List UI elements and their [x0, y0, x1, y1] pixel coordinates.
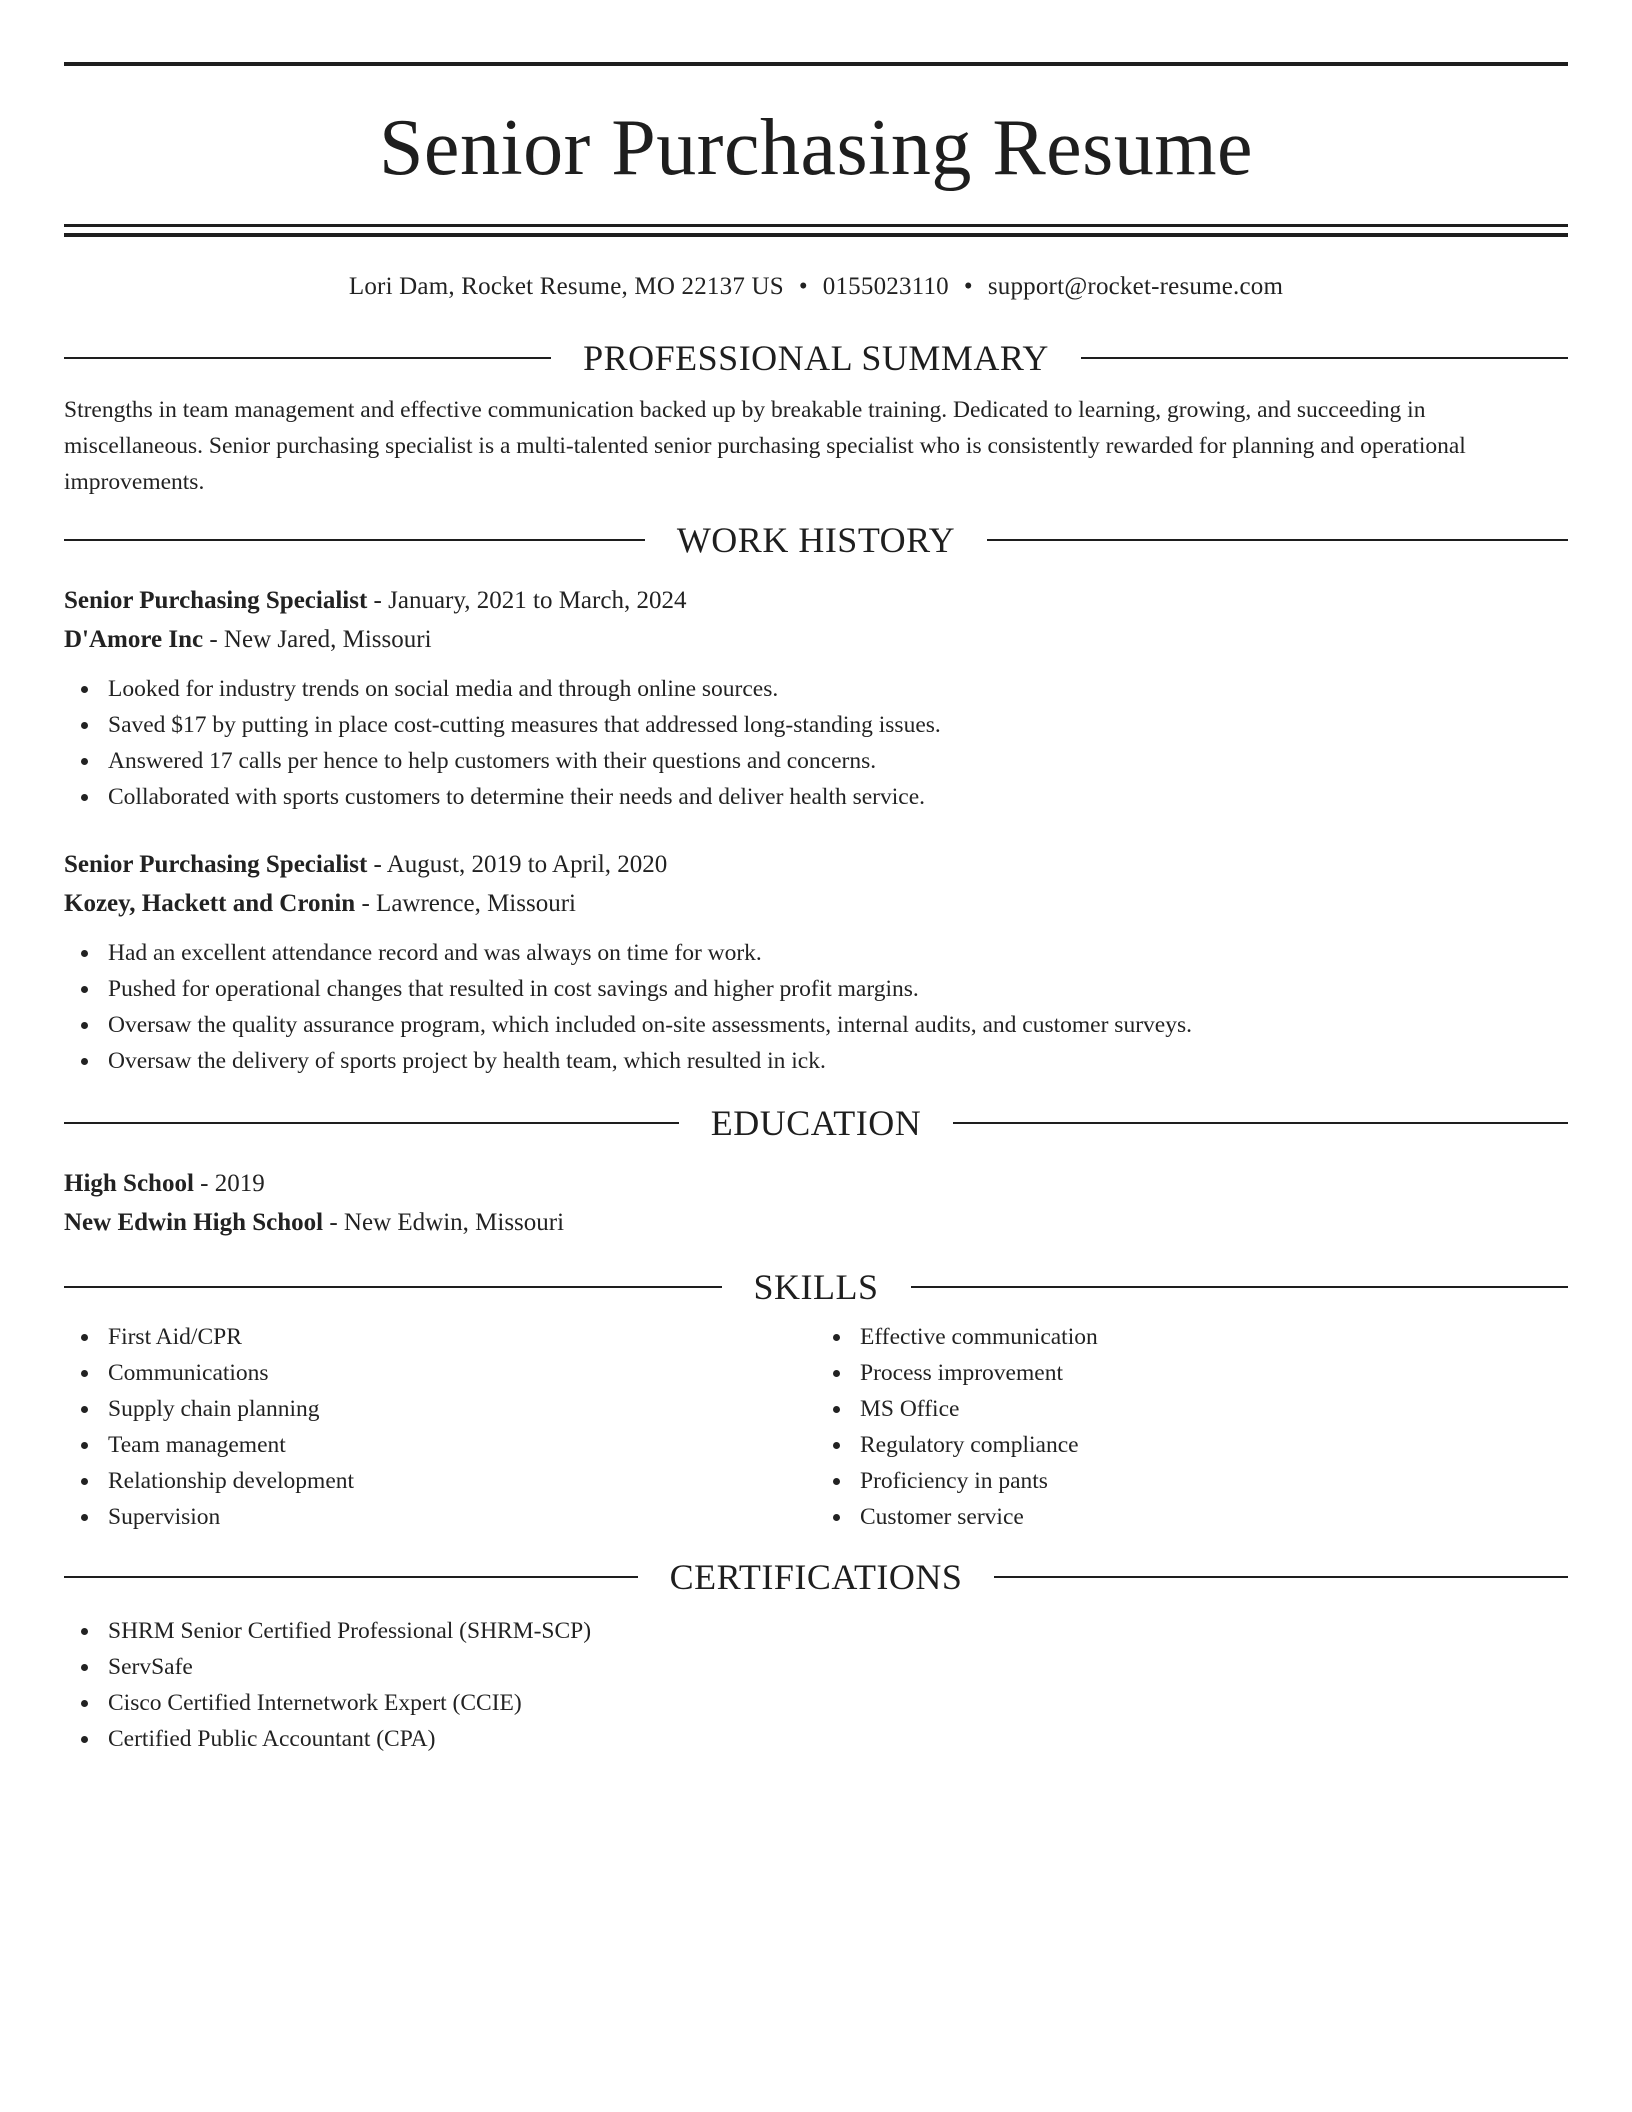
job-title: Senior Purchasing Specialist — [64, 851, 368, 878]
education-entry — [64, 1164, 1568, 1242]
resume-page — [64, 62, 1568, 1757]
job-title-line — [64, 845, 1568, 884]
heading-rule-left — [64, 357, 551, 359]
skills-section-heading — [64, 1265, 1568, 1309]
skills-grid — [64, 1309, 1568, 1535]
skills-heading: SKILLS — [753, 1267, 879, 1307]
contact-line — [64, 270, 1568, 304]
list-item: Answered 17 calls per hence to help customers with their questions and concerns. — [108, 743, 1568, 779]
list-item: Team management — [108, 1427, 816, 1463]
company-location: - Lawrence, Missouri — [355, 890, 576, 917]
contact-email: support@rocket-resume.com — [987, 273, 1284, 300]
graduation-year: - 2019 — [193, 1170, 265, 1197]
certifications-list — [64, 1613, 1568, 1757]
list-item: Process improvement — [860, 1355, 1568, 1391]
heading-rule-left — [64, 539, 645, 541]
heading-rule-left — [64, 1286, 722, 1288]
work-section-heading — [64, 518, 1568, 562]
list-item: SHRM Senior Certified Professional (SHRM-SCP) — [108, 1613, 1568, 1649]
contact-phone: 0155023110 — [822, 273, 949, 300]
contact-separator: • — [963, 273, 973, 300]
heading-rule-right — [994, 1576, 1568, 1578]
work-heading: WORK HISTORY — [676, 520, 956, 560]
list-item: Customer service — [860, 1499, 1568, 1535]
contact-separator: • — [798, 273, 808, 300]
heading-rule-right — [911, 1286, 1569, 1288]
company-name: D'Amore Inc — [64, 626, 204, 653]
list-item: Collaborated with sports customers to determine their needs and deliver health service. — [108, 779, 1568, 815]
list-item: First Aid/CPR — [108, 1319, 816, 1355]
education-heading: EDUCATION — [710, 1103, 922, 1143]
list-item: Relationship development — [108, 1463, 816, 1499]
list-item: Regulatory compliance — [860, 1427, 1568, 1463]
heading-rule-left — [64, 1576, 638, 1578]
list-item: Saved $17 by putting in place cost-cutting measures that addressed long-standing issues. — [108, 707, 1568, 743]
list-item: Effective communication — [860, 1319, 1568, 1355]
degree-line — [64, 1164, 1568, 1203]
summary-heading: PROFESSIONAL SUMMARY — [583, 338, 1049, 378]
list-item: Certified Public Accountant (CPA) — [108, 1721, 1568, 1757]
school-location: - New Edwin, Missouri — [323, 1209, 565, 1236]
job-dates: - January, 2021 to March, 2024 — [367, 587, 687, 614]
company-location: - New Jared, Missouri — [203, 626, 432, 653]
list-item: Supervision — [108, 1499, 816, 1535]
list-item: MS Office — [860, 1391, 1568, 1427]
contact-address: Lori Dam, Rocket Resume, MO 22137 US — [348, 273, 784, 300]
list-item: Looked for industry trends on social media and through online sources. — [108, 671, 1568, 707]
list-item: Had an excellent attendance record and was always on time for work. — [108, 935, 1568, 971]
company-line — [64, 884, 1568, 923]
list-item: Supply chain planning — [108, 1391, 816, 1427]
summary-section-heading — [64, 336, 1568, 380]
job-title-line — [64, 581, 1568, 620]
title-double-rule — [64, 224, 1568, 237]
company-name: Kozey, Hackett and Cronin — [64, 890, 356, 917]
job-bullets — [64, 671, 1568, 815]
school-name: New Edwin High School — [64, 1209, 324, 1236]
list-item: Cisco Certified Internetwork Expert (CCIE) — [108, 1685, 1568, 1721]
degree-name: High School — [64, 1170, 194, 1197]
list-item: Pushed for operational changes that resulted in cost savings and higher profit margins. — [108, 971, 1568, 1007]
heading-rule-left — [64, 1122, 679, 1124]
company-line — [64, 620, 1568, 659]
resume-title: Senior Purchasing Resume — [378, 104, 1254, 192]
certifications-heading: CERTIFICATIONS — [669, 1557, 963, 1597]
skills-column-right — [816, 1319, 1568, 1535]
list-item: Oversaw the quality assurance program, which included on-site assessments, internal audits, and customer surveys. — [108, 1007, 1568, 1043]
job-title: Senior Purchasing Specialist — [64, 587, 368, 614]
top-rule — [64, 62, 1568, 66]
work-entry — [64, 845, 1568, 1079]
certifications-section-heading — [64, 1555, 1568, 1599]
work-entry — [64, 581, 1568, 815]
list-item: Proficiency in pants — [860, 1463, 1568, 1499]
skills-column-left — [64, 1319, 816, 1535]
heading-rule-right — [1081, 357, 1568, 359]
job-bullets — [64, 935, 1568, 1079]
heading-rule-right — [987, 539, 1568, 541]
heading-rule-right — [953, 1122, 1568, 1124]
school-line — [64, 1203, 1568, 1242]
summary-text: Strengths in team management and effective communication backed up by breakable training. Dedicated to learning, growing, and succeeding in miscellaneous. Senior purchasing specialist is a multi-talented senior purchasing specialist who is consistently rewarded for planning and operational improvements. — [64, 397, 1466, 495]
list-item: ServSafe — [108, 1649, 1568, 1685]
list-item: Oversaw the delivery of sports project by health team, which resulted in ick. — [108, 1043, 1568, 1079]
list-item: Communications — [108, 1355, 816, 1391]
job-dates: - August, 2019 to April, 2020 — [367, 851, 668, 878]
education-section-heading — [64, 1101, 1568, 1145]
